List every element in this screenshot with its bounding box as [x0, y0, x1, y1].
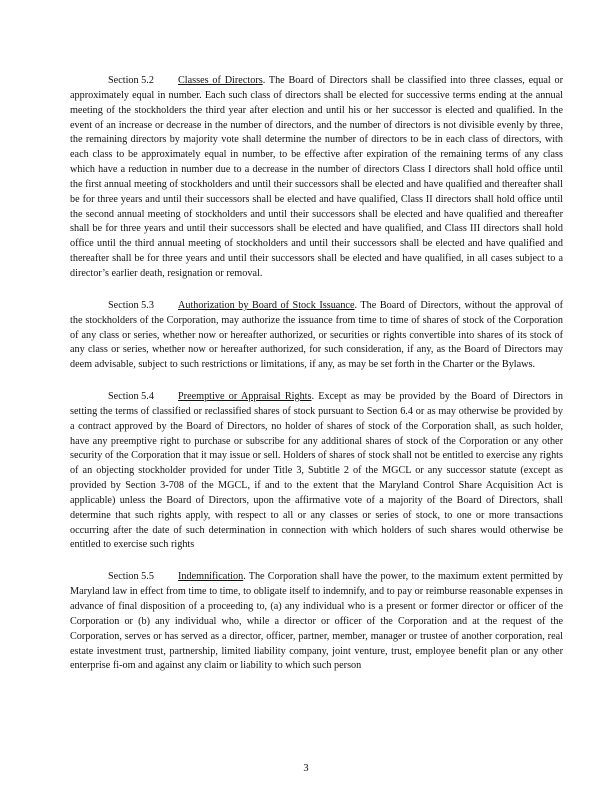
section-body: . The Corporation shall have the power, to the maximum extent permitted by Maryland law in effect from time to time, to obligate itself to indemnify, and to pay or reimburse reasonable expenses in advance of final disposition of a proceeding to, (a) any individual who is a present or former director or officer of the Corporation or (b) any individual who, while a director or officer of the Corporation and at the request of the Corporation, serves or has served as a director, officer, partner, member, manager or trustee of another corporation, real estate investment trust, partnership, limited liability company, joint venture, trust, employee benefit plan or any other enterprise fi-om and against any claim or liability to which such person	[70, 571, 563, 672]
section-title: Authorization by Board of Stock Issuance	[178, 299, 355, 311]
page-number: 3	[303, 763, 309, 774]
section-title: Indemnification	[178, 571, 244, 583]
section-5-3	[70, 299, 563, 373]
section-body: . The Board of Directors, without the approval of the stockholders of the Corporation, may authorize the issuance from time to time of shares of stock of the Corporation of any class or series, whether now or hereafter authorized, or securities or rights convertible into shares of its stock of any class or series, whether now or hereafter authorized, for such consideration, if any, as the Board of Directors may deem advisable, subject to such restrictions or limitations, if any, as may be set forth in the Charter or the Bylaws.	[70, 299, 563, 371]
section-number: Section 5.4	[108, 391, 154, 403]
section-number: Section 5.5	[108, 571, 154, 583]
section-title: Preemptive or Appraisal Rights	[178, 391, 312, 403]
section-number: Section 5.2	[108, 75, 154, 86]
section-title: Classes of Directors	[178, 75, 263, 86]
section-number: Section 5.3	[108, 299, 154, 311]
section-5-5	[70, 570, 563, 674]
section-body: . The Board of Directors shall be classified into three classes, equal or approximately equal in number. Each such class of directors shall be elected for successive terms ending at the annual meeting of the stockholders the third year after election and until his or her successor is elected and qualified. In the event of an increase or decrease in the number of directors, and the number of directors is not divisible evenly by three, the remaining directors by majority vote shall determine the number of directors to be in each class of directors, with each class to be approximately equal in number, to be effective after expiration of the remaining terms of any class which have a reduction in number due to a decrease in the number of directors Class I directors shall hold office until the first annual meeting of stockholders and until their successors shall be elected and have qualified and thereafter shall be for three years and until their successors shall be elected and have qualified, Class II directors shall hold office until the second annual meeting of stockholders and until their successors shall be elected and have qualified and thereafter shall be for three years and until their successors shall be elected and have qualified, and Class III directors shall hold office until the third annual meeting of stockholders and until their successors shall be elected and have qualified and thereafter shall be for three years and until their successors shall be elected and have qualified, in all cases subject to a director’s earlier death, resignation or removal.	[70, 75, 563, 279]
section-body: . Except as may be provided by the Board of Directors in setting the terms of classified or reclassified shares of stock pursuant to Section 6.4 or as may otherwise be provided by a contract approved by the Board of Directors, no holder of shares of stock of the Corporation shall, as such holder, have any preemptive right to purchase or subscribe for any additional shares of stock of the Corporation or any other security of the Corporation that it may issue or sell. Holders of shares of stock shall not be entitled to exercise any rights of an objecting stockholder provided for under Title 3, Subtitle 2 of the MGCL or any successor statute (except as provided by Section 3-708 of the MGCL, if and to the extent that the Maryland Control Share Acquisition Act is applicable) unless the Board of Directors, upon the affirmative vote of a majority of the Board of Directors, shall determine that such rights apply, with respect to all or any classes or series of stock, to one or more transactions occurring after the date of such determination in connection with which holders of such shares would otherwise be entitled to exercise such rights	[70, 391, 563, 551]
section-5-2	[70, 74, 563, 282]
section-5-4	[70, 390, 563, 553]
